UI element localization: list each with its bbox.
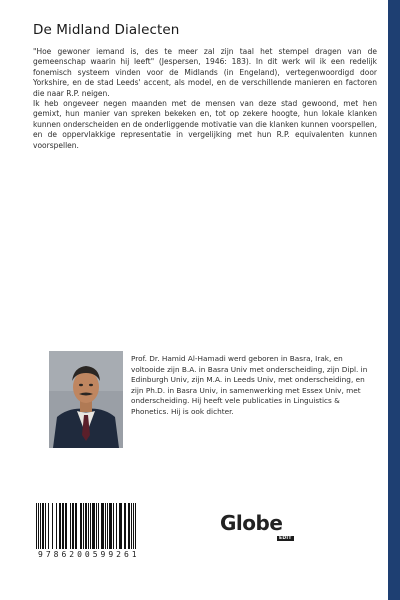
isbn-number: 9786200599261 xyxy=(38,550,140,559)
publisher-logo-sub: EDIT xyxy=(279,536,292,541)
barcode-bar xyxy=(42,503,44,549)
barcode-bar xyxy=(109,503,112,549)
barcode-bar xyxy=(107,503,108,549)
barcode-bar xyxy=(65,503,67,549)
barcode-bar xyxy=(96,503,97,549)
barcode-bar xyxy=(72,503,74,549)
barcode-bar xyxy=(45,503,46,549)
barcode-bar xyxy=(128,503,130,549)
barcode-bar xyxy=(88,503,89,549)
barcode-bar xyxy=(133,503,134,549)
barcode-bar xyxy=(70,503,71,549)
blurb-paragraph-2: Ik heb ongeveer negen maanden met de mensen van deze stad gewoond, met hen gemixt, hun manier van spreken bekeken en, tot op zekere hoogte, hun lokale klanken kunnen onderscheiden en de onderliggende motivatie van die klanken kunnen voorspellen, en de oppervlakkige representatie in vergelijking met hun R.P. equivalenten kunnen voorspellen. xyxy=(33,99,377,150)
barcode-bar xyxy=(36,503,37,549)
barcode-bar xyxy=(52,503,53,549)
barcode-bar xyxy=(105,503,106,549)
author-photo xyxy=(49,351,123,448)
barcode-bar xyxy=(101,503,104,549)
blurb-paragraph-1: "Hoe gewoner iemand is, des te meer zal zijn taal het stempel dragen van de gemeenschap waarin hij leeft" (Jespersen, 1946: 183). In dit werk wil ik een redelijk fonemisch systeem vinden voor de Midlands (in Engeland), vertegenwoordigd door Yorkshire, en de stad Leeds' accent, als model, en de verschillende manieren en factoren die naar R.P. neigen. xyxy=(33,47,377,98)
barcode-bar xyxy=(40,503,41,549)
barcode-bar xyxy=(62,503,64,549)
barcode-bar xyxy=(90,503,91,549)
barcode-bar xyxy=(85,503,87,549)
barcode-bar xyxy=(116,503,117,549)
barcode-bar xyxy=(38,503,39,549)
author-bio: Prof. Dr. Hamid Al-Hamadi werd geboren in Basra, Irak, en voltooide zijn B.A. in Basra Univ met onderscheiding, zijn Dipl. in Edinburgh Univ, zijn M.A. in Leeds Univ, met onderscheiding, en zijn Ph.D. in Basra Univ, in samenwerking met Essex Univ, met onderscheiding. Hij heeft vele publicaties in Linguistics & Phonetics. Hij is ook dichter. xyxy=(131,354,368,416)
barcode-bar xyxy=(48,503,49,549)
barcode-bar xyxy=(56,503,57,549)
barcode-bar xyxy=(98,503,99,549)
barcode-bar xyxy=(59,503,61,549)
publisher-logo-text: Globe xyxy=(220,511,283,535)
barcode-bar xyxy=(119,503,122,549)
barcode-bar xyxy=(92,503,95,549)
book-title: De Midland Dialecten xyxy=(33,22,180,38)
spine-edge xyxy=(388,0,400,600)
publisher-logo xyxy=(220,511,300,545)
barcode-bar xyxy=(135,503,136,549)
barcode-bar xyxy=(75,503,77,549)
barcode-bar xyxy=(131,503,132,549)
barcode-bar xyxy=(113,503,114,549)
barcode-bar xyxy=(80,503,82,549)
barcode-bar xyxy=(124,503,126,549)
barcode-bar xyxy=(83,503,84,549)
